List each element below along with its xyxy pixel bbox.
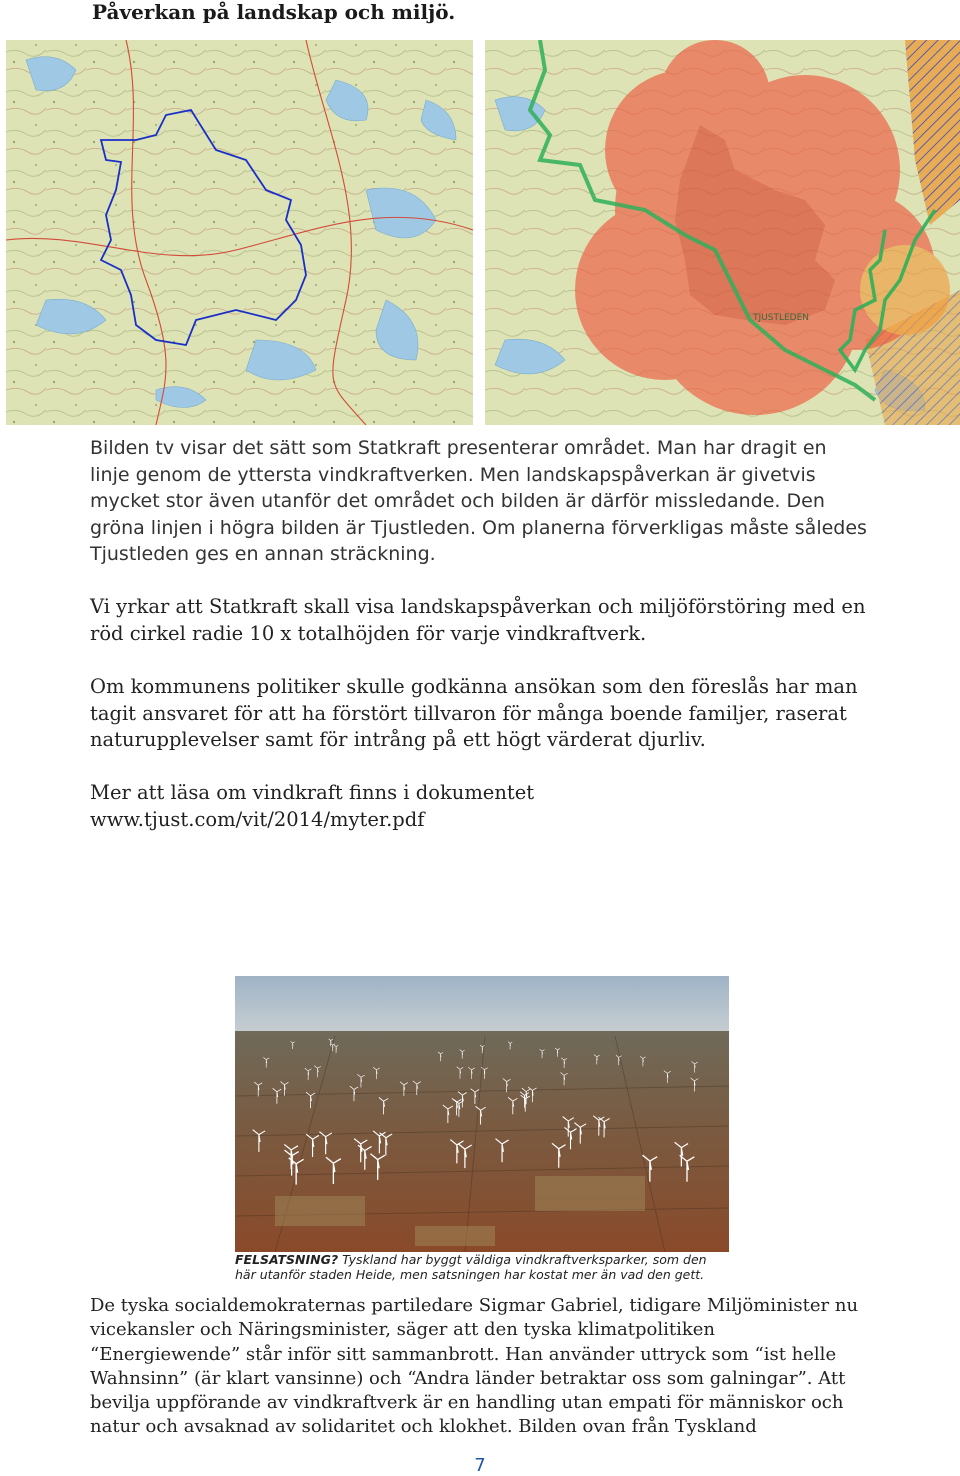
paragraph-politicians: Om kommunens politiker skulle godkänna ansökan som den föreslås har man tagit ansvaret för att ha förstört tillvaron för många boende familjer, raserat naturupplevelser samt för intrång på ett högt värderat djurliv.	[90, 675, 858, 751]
map-left-graphic	[6, 40, 473, 425]
map-right-graphic	[485, 40, 960, 425]
paragraph-more-reading	[90, 780, 870, 833]
impact-area-map	[485, 40, 960, 425]
wind-farm-graphic	[235, 976, 729, 1252]
document-link[interactable]: www.tjust.com/vit/2014/myter.pdf	[90, 807, 425, 831]
page-heading: Påverkan på landskap och miljö.	[92, 0, 456, 24]
statkraft-area-map	[6, 40, 473, 425]
more-reading-text: Mer att läsa om vindkraft finns i dokumentet	[90, 781, 535, 804]
tjustleden-map-label: TJUSTLEDEN	[753, 313, 809, 323]
page-number: 7	[474, 1455, 486, 1476]
paragraph-intro: Bilden tv visar det sätt som Statkraft presenterar området. Man har dragit en linje genom de yttersta vindkraftverken. Men landskapspåverkan är givetvis mycket stor även utanför det området och bilden är därför missledande. Den gröna linjen i högra bilden är Tjustleden. Om planerna förverkligas måste således Tjustleden ges en annan sträckning.	[90, 437, 867, 565]
caption-bold: FELSATSNING?	[235, 1252, 339, 1267]
wind-farm-photo	[235, 976, 729, 1252]
paragraph-demand: Vi yrkar att Statkraft skall visa landskapspåverkan och miljöförstöring med en röd cirkel radie 10 x totalhöjden för varje vindkraftverk.	[90, 595, 866, 645]
caption-text: Tyskland har byggt väldiga vindkraftverksparker, som den här utanför staden Heide, men satsningen har kostat mer än vad den gett.	[235, 1252, 707, 1282]
photo-caption	[235, 1252, 729, 1282]
paragraph-germany: De tyska socialdemokraternas partiledare Sigmar Gabriel, tidigare Miljöminister nu vicekansler och Näringsminister, säger att den tyska klimatpolitiken “Energiewende” står inför sitt sammanbrott. Han använder uttryck som “ist helle Wahnsinn” (är klart vansinne) och “Andra länder betraktar oss som galningar”. Att bevilja uppförande av vindkraftverk är en handling utan empati för människor och natur och avsaknad av solidaritet och klokhet. Bilden ovan från Tyskland	[90, 1295, 859, 1438]
